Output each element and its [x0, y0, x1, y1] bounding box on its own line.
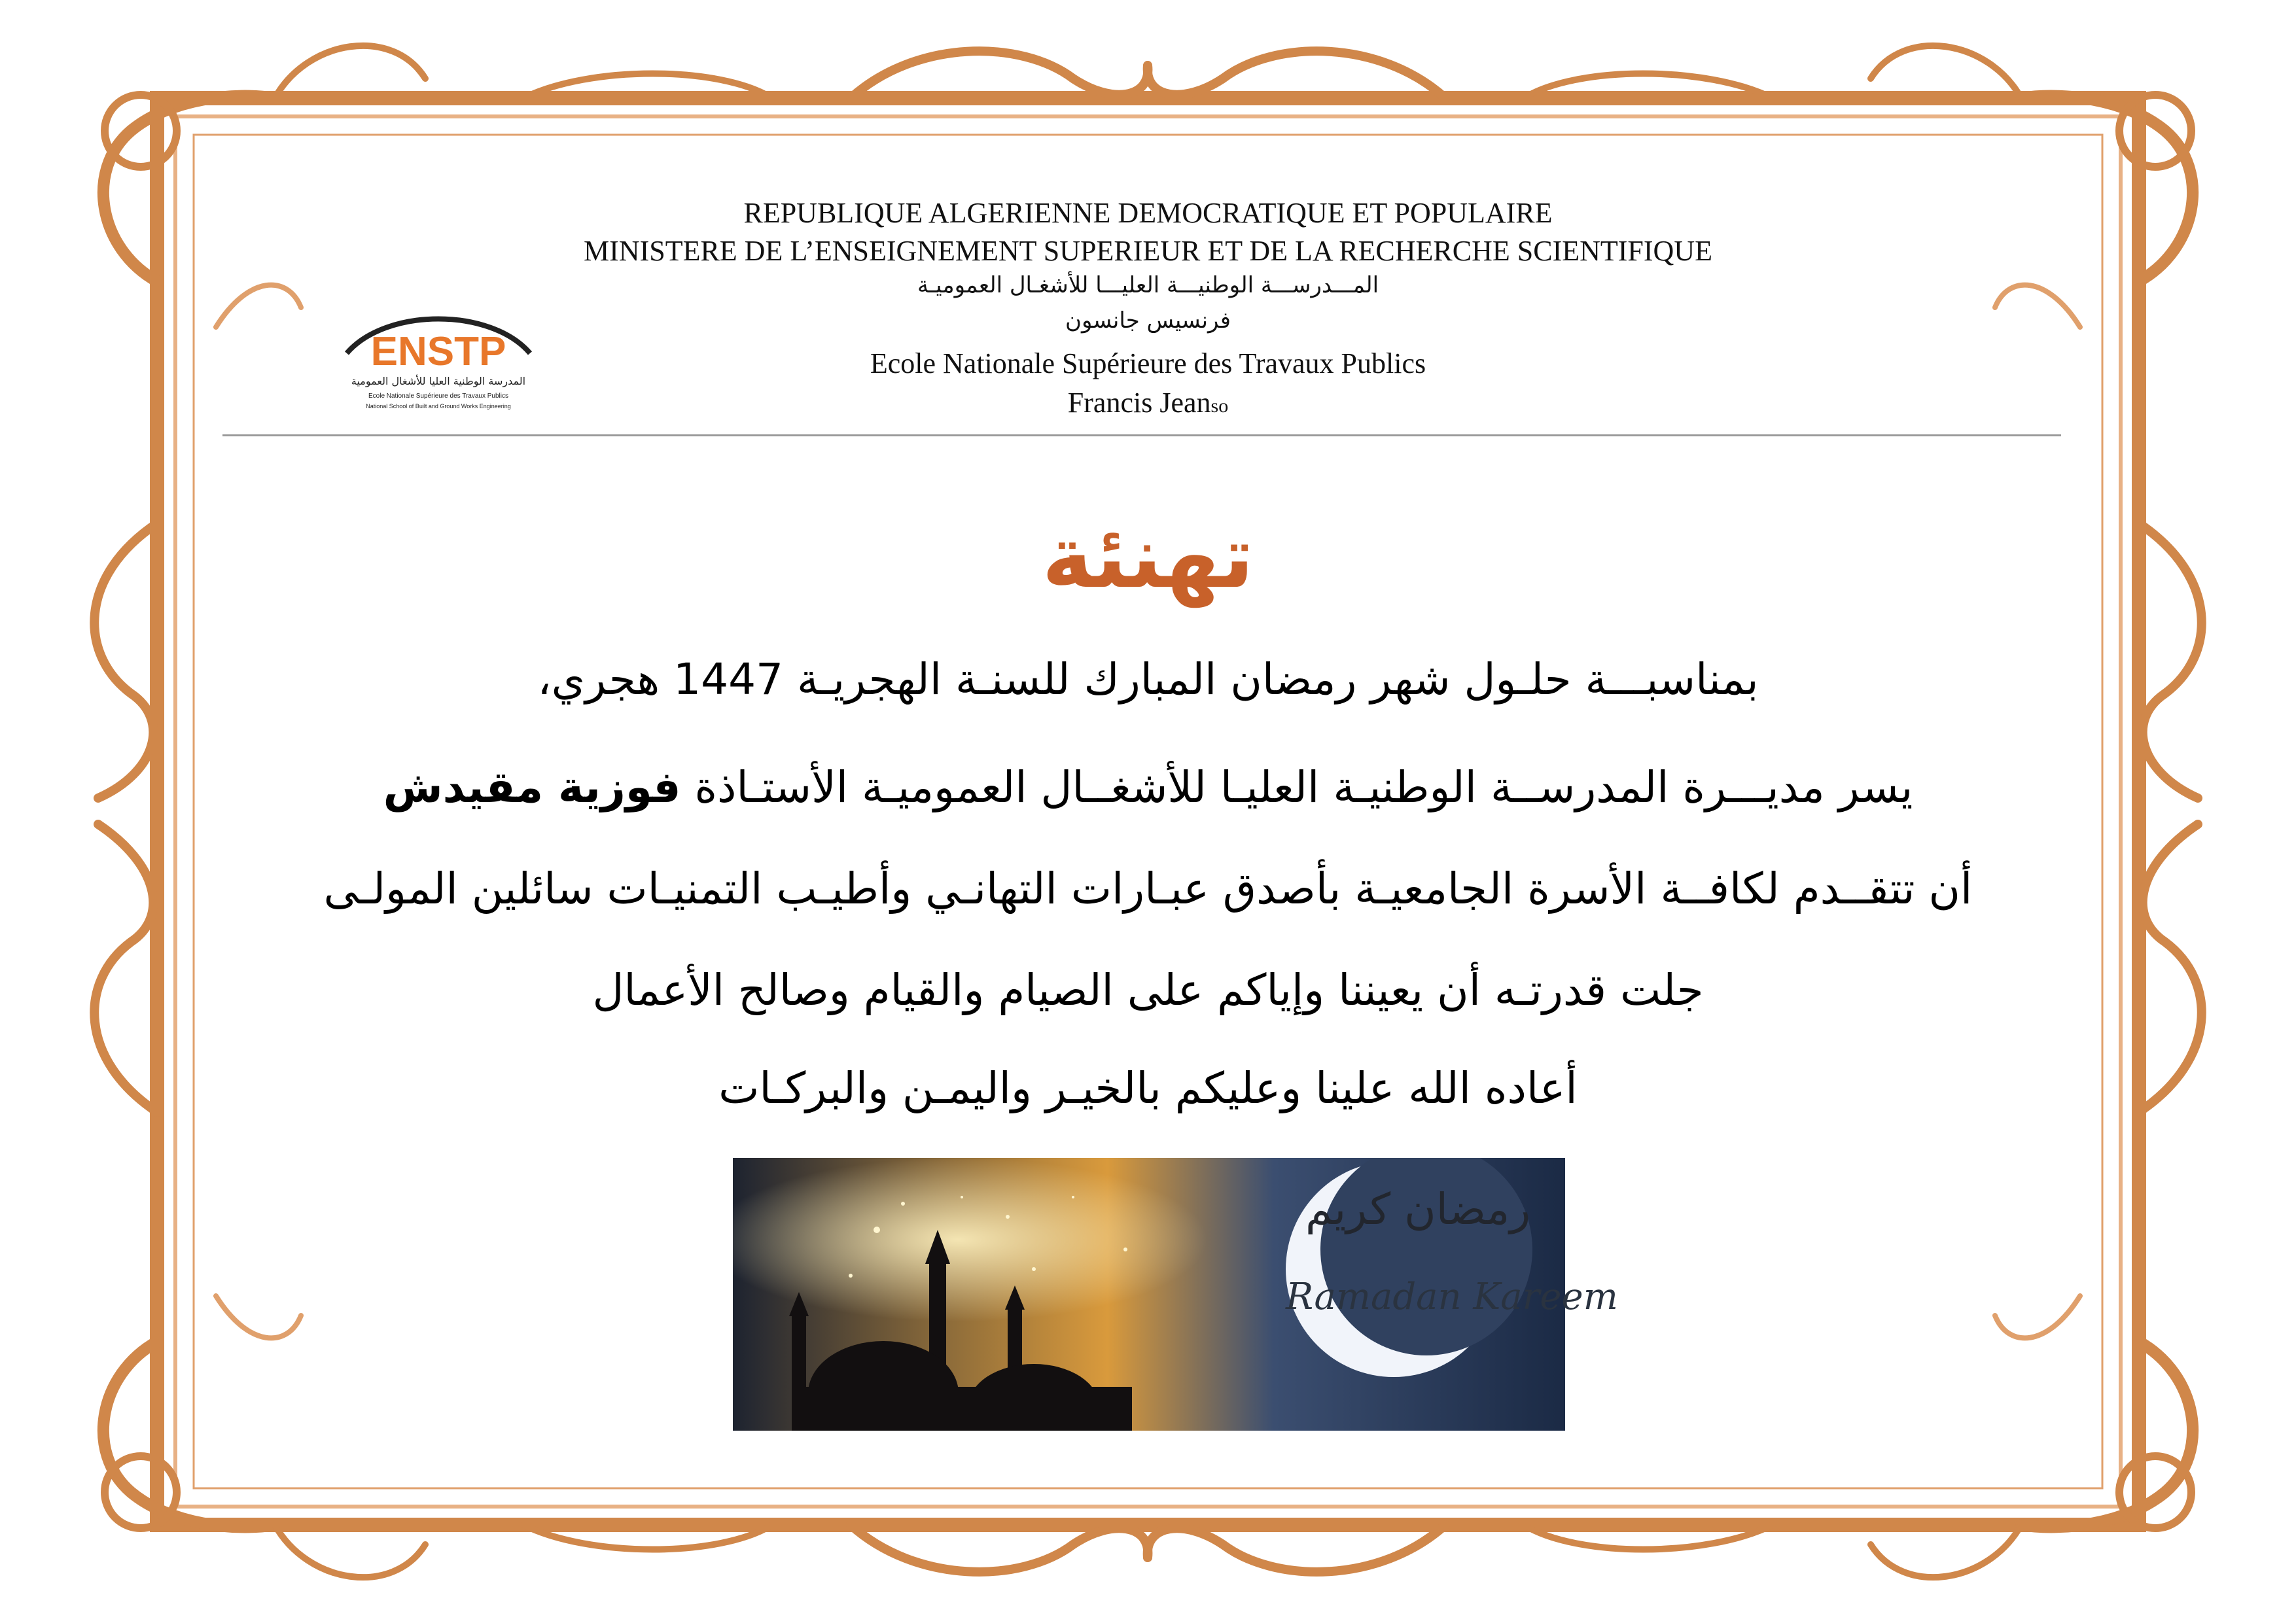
- logo-french: Ecole Nationale Supérieure des Travaux Publics: [368, 393, 509, 400]
- enstp-logo: [327, 307, 550, 419]
- banner-arabic-caption: رمضان كريم: [1305, 1184, 1531, 1234]
- header-ministry: MINISTERE DE L’ENSEIGNEMENT SUPERIEUR ET DE LA RECHERCHE SCIENTIFIQUE: [584, 235, 1712, 267]
- header-school-name-arabic: فرنسيس جانسون: [1065, 307, 1231, 334]
- header-school-arabic: المـــدرســـة الوطنيـــة العليـــا للأشغـال العموميـة: [917, 272, 1379, 298]
- greeting-title: تهنئة: [1042, 507, 1254, 608]
- header-republic: REPUBLIQUE ALGERIENNE DEMOCRATIQUE ET POPULAIRE: [743, 197, 1553, 229]
- body-line-2-text: يسر مديـــرة المدرســة الوطنيـة العليـا للأشغــال العموميـة الأستـاذة: [694, 762, 1913, 812]
- director-name: فوزية مقيدش: [383, 762, 681, 812]
- body-line-1: بمناسبـــة حلـول شهر رمضان المبارك للسنـة الهجريـة 1447 هجري،: [537, 654, 1759, 705]
- body-line-2: [196, 762, 2100, 812]
- logo-arabic: المدرسة الوطنية العليا للأشغال العمومية: [351, 375, 526, 387]
- header-school-french: Ecole Nationale Supérieure des Travaux Publics: [870, 347, 1426, 379]
- body-line-3: أن تتقــدم لكافــة الأسرة الجامعيـة بأصدق عبـارات التهانـي وأطيـب التمنيـات سائلين المولـى: [323, 864, 1973, 914]
- body-line-5: أعاده الله علينا وعليكم بالخيـر واليمـن والبركـات: [718, 1063, 1578, 1113]
- body-line-4: جلت قدرتـه أن يعيننا وإياكم على الصيام والقيام وصالح الأعمال: [592, 965, 1704, 1015]
- logo-acronym: ENSTP: [370, 329, 506, 374]
- header-name-main: Francis Jean: [1067, 387, 1211, 419]
- header-divider: [222, 434, 2061, 436]
- logo-english: National School of Built and Ground Works Engineering: [366, 403, 511, 410]
- banner-latin-caption: Ramadan Kareem: [1286, 1276, 1618, 1318]
- header-name-suffix: so: [1210, 395, 1229, 417]
